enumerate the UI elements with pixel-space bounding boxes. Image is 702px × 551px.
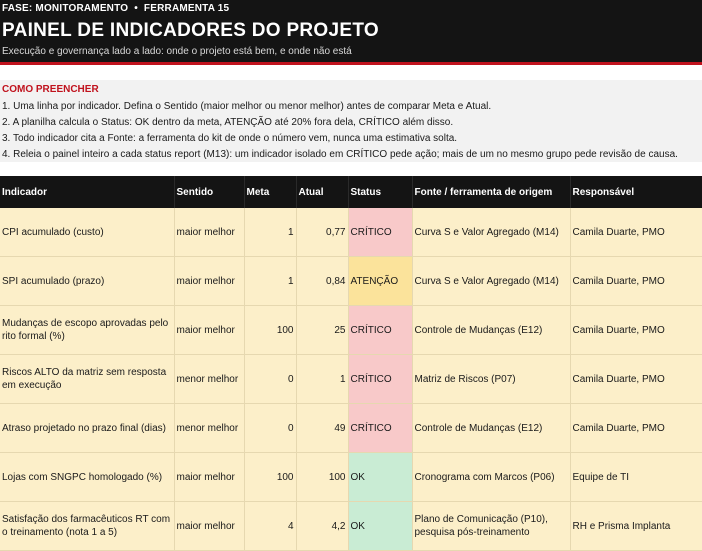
cell-sentido[interactable]: maior melhor xyxy=(174,208,244,257)
cell-atual[interactable]: 49 xyxy=(296,404,348,453)
cell-indicador[interactable]: Riscos ALTO da matriz sem resposta em execução xyxy=(0,355,174,404)
header-banner xyxy=(0,0,702,65)
cell-atual[interactable]: 25 xyxy=(296,306,348,355)
cell-fonte[interactable]: Plano de Comunicação (P10), pesquisa pós-treinamento xyxy=(412,502,570,551)
cell-sentido[interactable]: maior melhor xyxy=(174,453,244,502)
table-row xyxy=(0,502,702,551)
cell-responsavel[interactable]: Camila Duarte, PMO xyxy=(570,208,702,257)
instruction-item: 3. Todo indicador cita a Fonte: a ferramenta do kit de onde o número vem, nunca uma estimativa solta. xyxy=(2,133,458,144)
instructions-list xyxy=(2,99,678,163)
page-subtitle: Execução e governança lado a lado: onde o projeto está bem, e onde não está xyxy=(2,46,352,57)
cell-meta[interactable]: 1 xyxy=(244,257,296,306)
cell-responsavel[interactable]: RH e Prisma Implanta xyxy=(570,502,702,551)
phase-separator: • xyxy=(134,3,138,14)
column-header-meta[interactable]: Meta xyxy=(244,176,296,208)
table-row xyxy=(0,208,702,257)
cell-status[interactable]: OK xyxy=(348,453,412,502)
cell-sentido[interactable]: maior melhor xyxy=(174,306,244,355)
cell-fonte[interactable]: Curva S e Valor Agregado (M14) xyxy=(412,257,570,306)
page-title: PAINEL DE INDICADORES DO PROJETO xyxy=(2,20,379,41)
cell-responsavel[interactable]: Camila Duarte, PMO xyxy=(570,404,702,453)
cell-atual[interactable]: 4,2 xyxy=(296,502,348,551)
instruction-item: 1. Uma linha por indicador. Defina o Sentido (maior melhor ou menor melhor) antes de comparar Meta e Atual. xyxy=(2,101,492,112)
cell-atual[interactable]: 0,77 xyxy=(296,208,348,257)
cell-fonte[interactable]: Matriz de Riscos (P07) xyxy=(412,355,570,404)
cell-fonte[interactable]: Cronograma com Marcos (P06) xyxy=(412,453,570,502)
table-row xyxy=(0,306,702,355)
instructions-panel xyxy=(0,80,702,162)
instruction-item: 2. A planilha calcula o Status: OK dentro da meta, ATENÇÃO até 20% fora dela, CRÍTICO além disso. xyxy=(2,117,454,128)
cell-status[interactable]: CRÍTICO xyxy=(348,208,412,257)
column-header-indicador[interactable]: Indicador xyxy=(0,176,174,208)
table-row xyxy=(0,404,702,453)
cell-responsavel[interactable]: Equipe de TI xyxy=(570,453,702,502)
phase-text: FASE: MONITORAMENTO xyxy=(2,3,129,14)
cell-sentido[interactable]: menor melhor xyxy=(174,355,244,404)
phase-label xyxy=(2,3,229,14)
instructions-title: COMO PREENCHER xyxy=(2,84,99,95)
cell-sentido[interactable]: maior melhor xyxy=(174,502,244,551)
cell-meta[interactable]: 100 xyxy=(244,306,296,355)
column-header-fonte[interactable]: Fonte / ferramenta de origem xyxy=(412,176,570,208)
column-header-atual[interactable]: Atual xyxy=(296,176,348,208)
cell-sentido[interactable]: menor melhor xyxy=(174,404,244,453)
cell-fonte[interactable]: Curva S e Valor Agregado (M14) xyxy=(412,208,570,257)
cell-status[interactable]: CRÍTICO xyxy=(348,306,412,355)
table-row xyxy=(0,355,702,404)
cell-indicador[interactable]: Lojas com SNGPC homologado (%) xyxy=(0,453,174,502)
cell-meta[interactable]: 1 xyxy=(244,208,296,257)
cell-status[interactable]: CRÍTICO xyxy=(348,355,412,404)
tool-label: FERRAMENTA 15 xyxy=(143,3,230,14)
cell-fonte[interactable]: Controle de Mudanças (E12) xyxy=(412,306,570,355)
cell-atual[interactable]: 0,84 xyxy=(296,257,348,306)
column-header-status[interactable]: Status xyxy=(348,176,412,208)
cell-status[interactable]: CRÍTICO xyxy=(348,404,412,453)
cell-indicador[interactable]: CPI acumulado (custo) xyxy=(0,208,174,257)
cell-atual[interactable]: 1 xyxy=(296,355,348,404)
cell-meta[interactable]: 0 xyxy=(244,404,296,453)
cell-indicador[interactable]: Satisfação dos farmacêuticos RT com o treinamento (nota 1 a 5) xyxy=(0,502,174,551)
cell-status[interactable]: ATENÇÃO xyxy=(348,257,412,306)
column-header-responsavel[interactable]: Responsável xyxy=(570,176,702,208)
cell-meta[interactable]: 100 xyxy=(244,453,296,502)
cell-indicador[interactable]: Atraso projetado no prazo final (dias) xyxy=(0,404,174,453)
cell-fonte[interactable]: Controle de Mudanças (E12) xyxy=(412,404,570,453)
cell-responsavel[interactable]: Camila Duarte, PMO xyxy=(570,306,702,355)
cell-meta[interactable]: 0 xyxy=(244,355,296,404)
cell-responsavel[interactable]: Camila Duarte, PMO xyxy=(570,257,702,306)
column-header-sentido[interactable]: Sentido xyxy=(174,176,244,208)
cell-sentido[interactable]: maior melhor xyxy=(174,257,244,306)
cell-meta[interactable]: 4 xyxy=(244,502,296,551)
cell-status[interactable]: OK xyxy=(348,502,412,551)
instruction-item: 4. Releia o painel inteiro a cada status report (M13): um indicador isolado em CRÍTICO pede ação; mais de um no mesmo grupo pede revisão de causa. xyxy=(2,149,678,160)
cell-responsavel[interactable]: Camila Duarte, PMO xyxy=(570,355,702,404)
table-row xyxy=(0,453,702,502)
cell-indicador[interactable]: SPI acumulado (prazo) xyxy=(0,257,174,306)
cell-indicador[interactable]: Mudanças de escopo aprovadas pelo rito formal (%) xyxy=(0,306,174,355)
cell-atual[interactable]: 100 xyxy=(296,453,348,502)
indicators-table xyxy=(0,176,702,551)
table-header-row xyxy=(0,176,702,208)
table-row xyxy=(0,257,702,306)
